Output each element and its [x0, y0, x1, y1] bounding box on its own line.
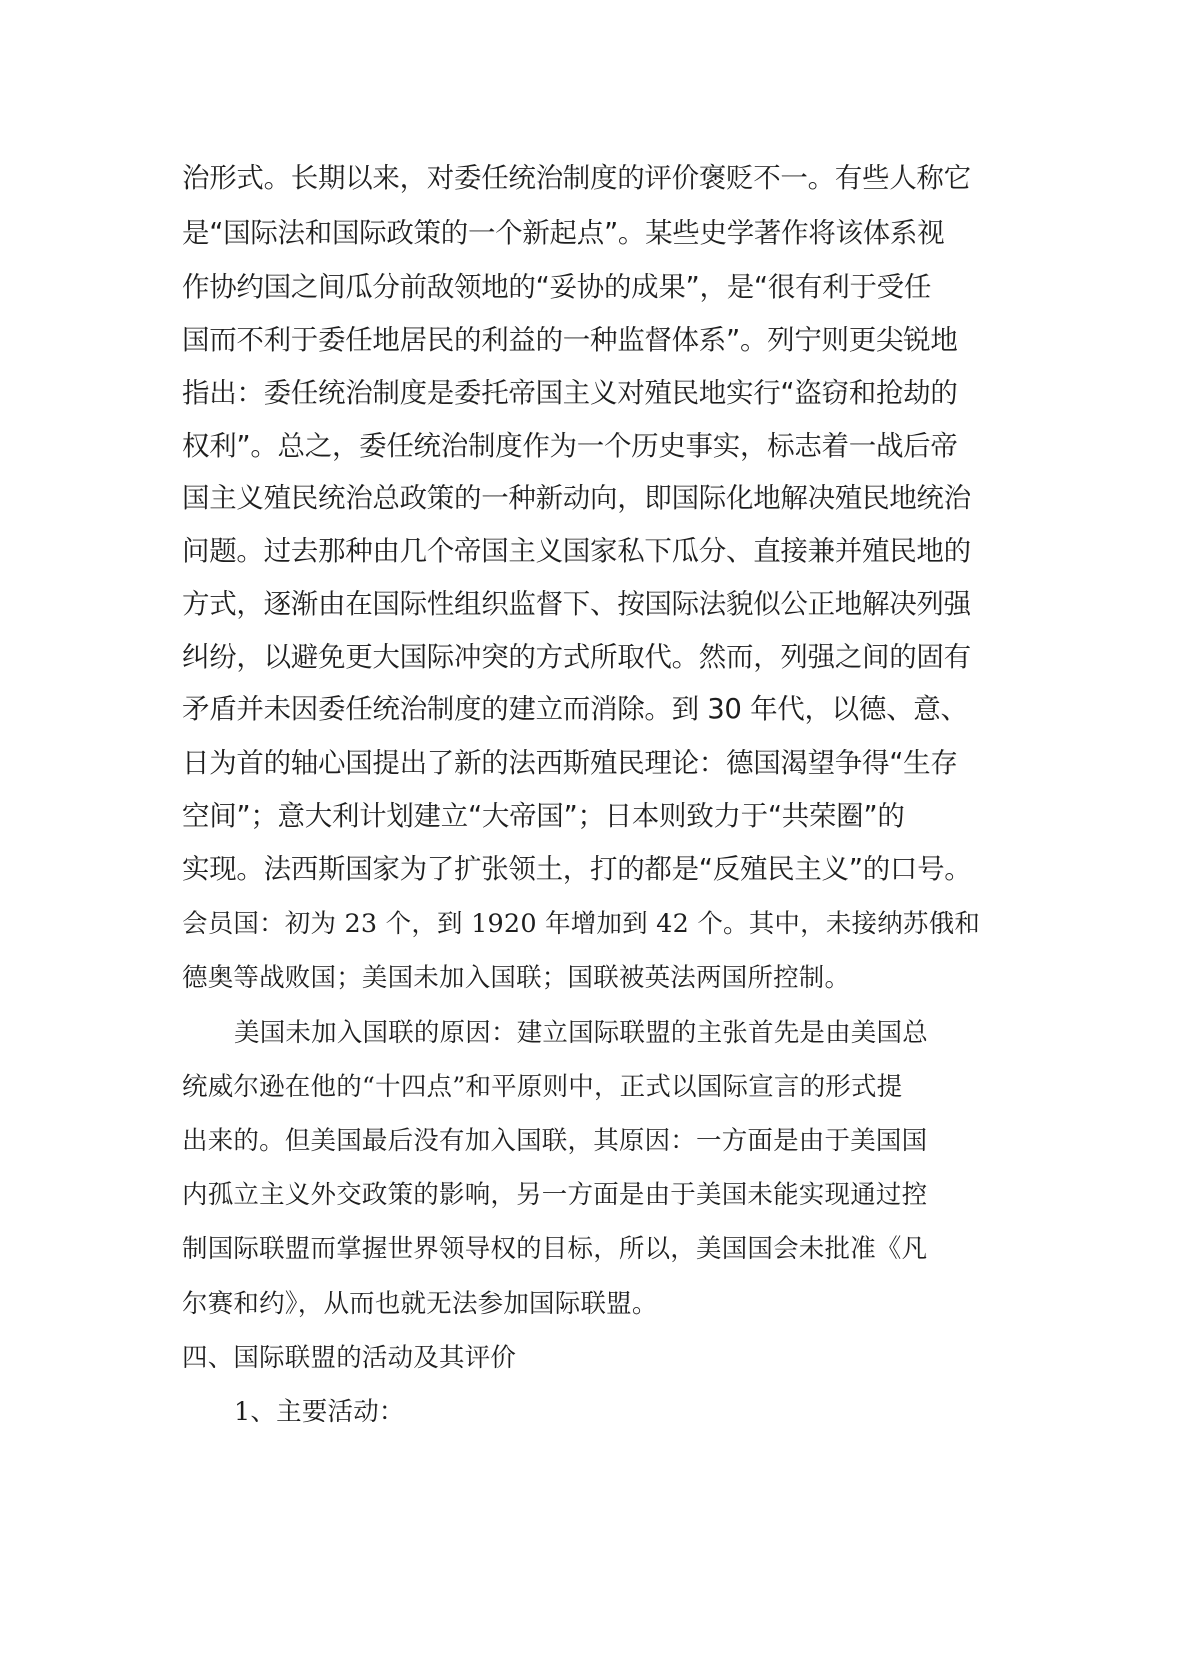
- text-line: 作协约国之间瓜分前敌领地的“妥协的成果”，是“很有利于受任: [182, 271, 932, 303]
- text-line: 指出：委任统治制度是委托帝国主义对殖民地实行“盗窃和抢劫的: [182, 377, 958, 409]
- text-line: 日为首的轴心国提出了新的法西斯殖民理论：德国渴望争得“生存: [182, 747, 958, 779]
- text-line: 出来的。但美国最后没有加入国联，其原因：一方面是由于美国国: [182, 1126, 928, 1156]
- text-line: 空间”；意大利计划建立“大帝国”；日本则致力于“共荣圈”的: [182, 800, 905, 832]
- text-line: 德奥等战败国；美国未加入国联；国联被英法两国所控制。: [182, 963, 851, 993]
- text-line: 实现。法西斯国家为了扩张领土，打的都是“反殖民主义”的口号。: [182, 853, 972, 885]
- text-line: 是“国际法和国际政策的一个新起点”。某些史学著作将该体系视: [182, 217, 945, 249]
- text-line: 会员国：初为 23 个，到 1920 年增加到 42 个。其中，未接纳苏俄和: [182, 909, 981, 939]
- text-line: 制国际联盟而掌握世界领导权的目标，所以，美国国会未批准《凡: [182, 1234, 928, 1264]
- text-line: 纠纷，以避免更大国际冲突的方式所取代。然而，列强之间的固有: [182, 641, 971, 673]
- text-line: 问题。过去那种由几个帝国主义国家私下瓜分、直接兼并殖民地的: [182, 535, 971, 567]
- text-line: 内孤立主义外交政策的影响，另一方面是由于美国未能实现通过控: [182, 1180, 928, 1210]
- text-line: 方式，逐渐由在国际性组织监督下、按国际法貌似公正地解决列强: [182, 588, 971, 620]
- text-line: 矛盾并未因委任统治制度的建立而消除。到 30 年代，以德、意、: [182, 693, 968, 725]
- text-line: 尔赛和约》，从而也就无法参加国际联盟。: [182, 1289, 658, 1319]
- text-line: 美国未加入国联的原因：建立国际联盟的主张首先是由美国总: [234, 1018, 928, 1048]
- text-line: 统威尔逊在他的“十四点”和平原则中，正式以国际宣言的形式提: [182, 1072, 903, 1102]
- text-line: 国主义殖民统治总政策的一种新动向，即国际化地解决殖民地统治: [182, 482, 971, 514]
- section-heading: 四、国际联盟的活动及其评价: [182, 1343, 517, 1373]
- text-line: 国而不利于委任地居民的利益的一种监督体系”。列宁则更尖锐地: [182, 324, 958, 356]
- text-line: 权利”。总之，委任统治制度作为一个历史事实，标志着一战后帝: [182, 430, 958, 462]
- text-line: 治形式。长期以来，对委任统治制度的评价褒贬不一。有些人称它: [182, 162, 971, 194]
- subsection-heading: 1、主要活动：: [234, 1397, 405, 1427]
